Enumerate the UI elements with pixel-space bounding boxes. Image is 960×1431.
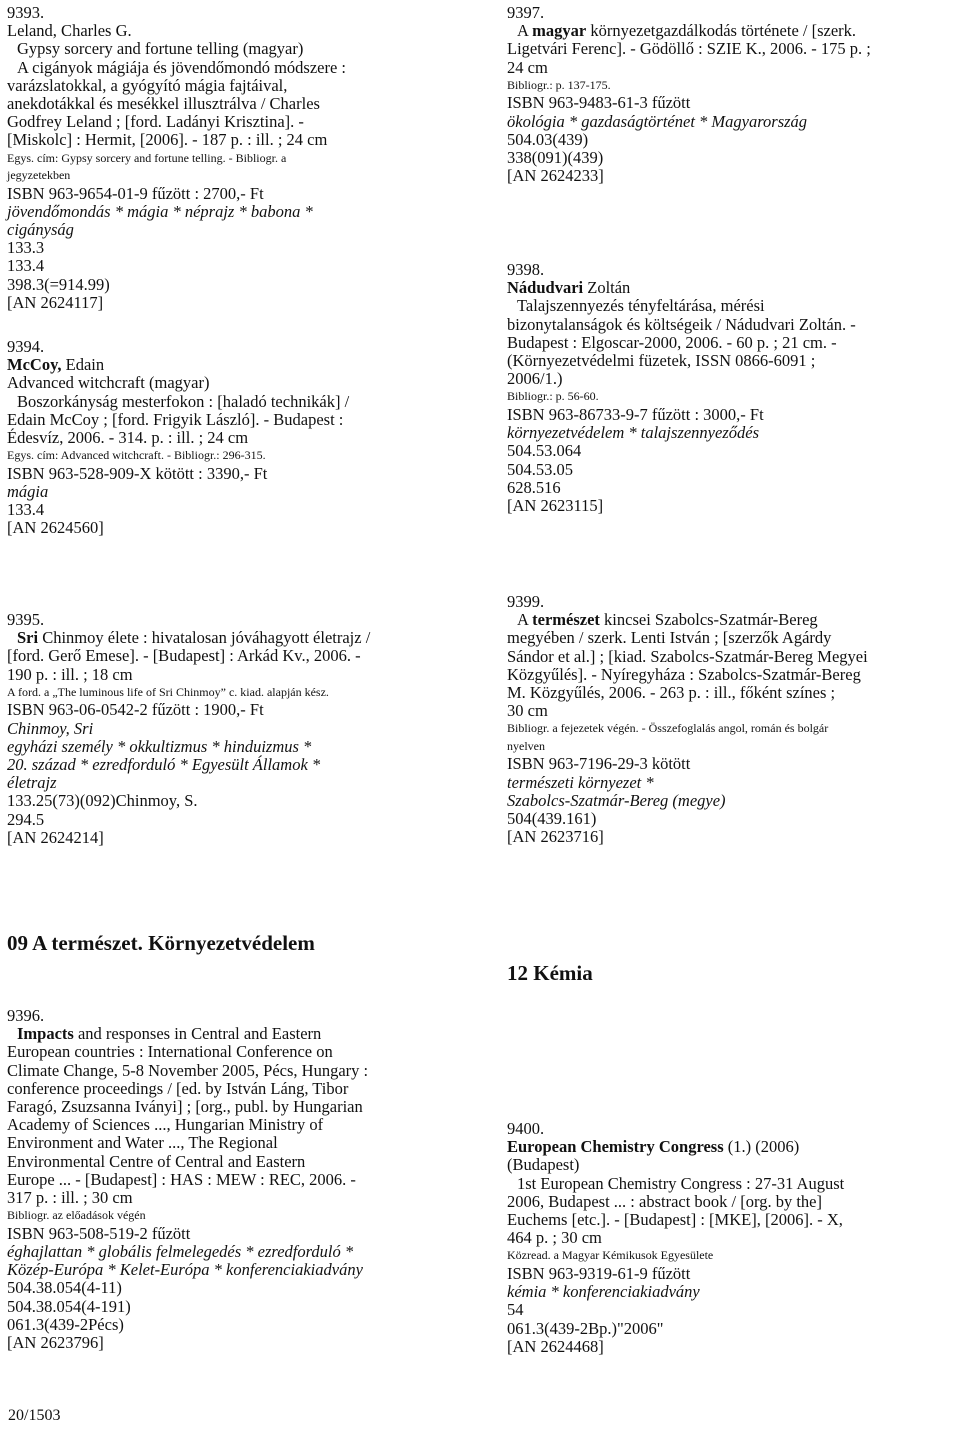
- title: [507, 22, 957, 40]
- title-cont: varázslatokkal, a gyógyító mágia fajtáival,: [7, 75, 288, 95]
- congress-name: European Chemistry Congress: [507, 1137, 724, 1157]
- title: [7, 1025, 457, 1043]
- entry-number: 9394.: [7, 337, 45, 356]
- subjects: kémia * konferenciakiadvány: [507, 1282, 700, 1302]
- subjects: természeti környezet *: [507, 772, 654, 792]
- title-keyword: Impacts: [17, 1024, 74, 1044]
- accession-number: [AN 2623716]: [507, 827, 604, 847]
- udc: 504.38.054(4-11): [7, 1278, 122, 1298]
- responsibility: Godfrey Leland ; [ford. Ladányi Krisztina]. -: [7, 112, 304, 132]
- title: 1st European Chemistry Congress : 27-31 August: [517, 1173, 845, 1193]
- author-surname: McCoy,: [7, 355, 62, 375]
- note: Bibliogr.: p. 137-175.: [507, 77, 611, 92]
- subjects: jövendőmondás * mágia * néprajz * babona *: [7, 201, 313, 221]
- isbn: ISBN 963-508-519-2 fűzött: [7, 1223, 191, 1243]
- udc: 504.03(439): [507, 129, 589, 149]
- imprint: Budapest : Elgoscar-2000, 2006. - 60 p. ; 21 cm. -: [507, 332, 837, 352]
- udc: 061.3(439-2Pécs): [7, 1314, 124, 1334]
- subjects-cont: 20. század * ezredforduló * Egyesült Államok *: [7, 754, 321, 774]
- physical-description: 30 cm: [507, 701, 548, 721]
- isbn: ISBN 963-528-909-X kötött : 3390,- Ft: [7, 463, 268, 483]
- title-rest: and responses in Central and Eastern: [73, 1024, 322, 1044]
- original-title: Gypsy sorcery and fortune telling (magyar): [17, 39, 304, 59]
- note: Bibliogr.: p. 56-60.: [507, 389, 599, 404]
- accession-number: [AN 2624468]: [507, 1336, 604, 1356]
- entry-9395: [7, 611, 457, 847]
- subjects-cont: Közép-Európa * Kelet-Európa * konferenciakiadvány: [7, 1260, 363, 1280]
- udc: 504.53.064: [507, 441, 582, 461]
- responsibility-cont: Sándor et al.] ; [kiad. Szabolcs-Szatmár-Bereg Megyei: [507, 646, 868, 666]
- responsibility: Edain McCoy ; [ford. Frigyik László]. - Budapest :: [7, 409, 344, 429]
- note: A ford. a „The luminous life of Sri Chinmoy” c. kiad. alapján kész.: [7, 684, 329, 699]
- entry-number: 9400.: [507, 1119, 545, 1138]
- imprint-cont: M. Közgyűlés, 2006. - 263 p. : ill., főként színes ;: [507, 683, 836, 703]
- title-cont: Climate Change, 5-8 November 2005, Pécs, Hungary :: [7, 1060, 369, 1080]
- responsibility: conference proceedings / [ed. by István Láng, Tibor: [7, 1078, 349, 1098]
- udc: 54: [507, 1300, 524, 1320]
- page-footer: 20/1503: [8, 1407, 61, 1424]
- imprint: Euchems [etc.]. - [Budapest] : [MKE], [2006]. - X,: [507, 1210, 843, 1230]
- entry-9398: [507, 261, 957, 515]
- title-cont: bizonytalanságok és költségeik / Nádudvari Zoltán. -: [507, 314, 856, 334]
- udc: 504.53.05: [507, 459, 573, 479]
- title-keyword: Sri: [17, 628, 39, 648]
- subjects-cont: életrajz: [7, 773, 57, 793]
- author: Leland, Charles G.: [7, 21, 132, 41]
- responsibility-cont: Environment and Water ..., The Regional: [7, 1133, 278, 1153]
- udc: 133.3: [7, 238, 45, 258]
- author-rest: Edain: [61, 355, 105, 375]
- udc: 504.38.054(4-191): [7, 1296, 131, 1316]
- isbn: ISBN 963-86733-9-7 fűzött : 3000,- Ft: [507, 404, 764, 424]
- entry-number: 9396.: [7, 1006, 45, 1025]
- udc: 133.25(73)(092)Chinmoy, S.: [7, 791, 198, 811]
- title-keyword: magyar: [532, 21, 587, 41]
- section-heading-09: 09 A természet. Környezetvédelem: [7, 931, 315, 955]
- isbn: ISBN 963-7196-29-3 kötött: [507, 754, 691, 774]
- entry-number: 9395.: [7, 610, 45, 629]
- author-surname: Nádudvari: [507, 278, 584, 298]
- udc: 133.4: [7, 500, 45, 520]
- author: [7, 356, 457, 374]
- note: Egys. cím: Gypsy sorcery and fortune telling. - Bibliogr. a: [7, 150, 287, 165]
- subjects-cont: egyházi személy * okkultizmus * hinduizmus *: [7, 736, 312, 756]
- entry-number: 9397.: [507, 3, 545, 22]
- isbn: ISBN 963-06-0542-2 fűzött : 1900,- Ft: [7, 700, 264, 720]
- udc: 338(091)(439): [507, 147, 604, 167]
- corporate-author: [507, 1138, 957, 1156]
- title-rest: környezetgazdálkodás története / [szerk.: [586, 21, 857, 41]
- udc: 398.3(=914.99): [7, 274, 110, 294]
- title-cont: European countries : International Conference on: [7, 1042, 333, 1062]
- imprint: [Miskolc] : Hermit, [2006]. - 187 p. : ill. ; 24 cm: [7, 130, 328, 150]
- physical-description: 464 p. ; 30 cm: [507, 1228, 602, 1248]
- entry-9400: [507, 1120, 957, 1356]
- udc: 628.516: [507, 477, 561, 497]
- title-article: A: [517, 610, 533, 630]
- title: [507, 611, 957, 629]
- accession-number: [AN 2623796]: [7, 1332, 104, 1352]
- physical-description: 317 p. : ill. ; 30 cm: [7, 1188, 133, 1208]
- responsibility: megyében / szerk. Lenti István ; [szerzők Agárdy: [507, 628, 832, 648]
- imprint: [ford. Gerő Emese]. - [Budapest] : Arkád Kv., 2006. -: [7, 646, 361, 666]
- series: (Környezetvédelmi füzetek, ISSN 0866-6091 ;: [507, 351, 816, 371]
- note: Egys. cím: Advanced witchcraft. - Bibliogr.: 296-315.: [7, 448, 266, 463]
- original-title: Advanced witchcraft (magyar): [7, 373, 210, 393]
- subjects-cont: cigányság: [7, 220, 74, 240]
- accession-number: [AN 2623115]: [507, 495, 604, 515]
- section-heading-12: 12 Kémia: [507, 961, 593, 985]
- entry-9397: [507, 4, 957, 185]
- entry-9396: [7, 1007, 457, 1352]
- physical-description: 190 p. : ill. ; 18 cm: [7, 664, 133, 684]
- responsibility-cont: Environmental Centre of Central and Eastern: [7, 1151, 306, 1171]
- udc: 061.3(439-2Bp.)"2006": [507, 1318, 664, 1338]
- note: Bibliogr. a fejezetek végén. - Összefoglalás angol, román és bolgár: [507, 721, 829, 736]
- note-cont: nyelven: [507, 738, 545, 753]
- entry-number: 9399.: [507, 592, 545, 611]
- accession-number: [AN 2624214]: [7, 827, 104, 847]
- title-rest: Chinmoy élete : hivatalosan jóváhagyott életrajz /: [38, 628, 371, 648]
- responsibility-cont: Academy of Sciences ..., Hungarian Ministry of: [7, 1115, 324, 1135]
- title-cont: anekdotákkal és mesékkel illusztrálva / Charles: [7, 94, 320, 114]
- entry-9394: [7, 338, 457, 538]
- note-cont: jegyzetekben: [7, 168, 71, 183]
- imprint: Édesvíz, 2006. - 314. p. : ill. ; 24 cm: [7, 428, 249, 448]
- subjects: mágia: [7, 481, 49, 501]
- title-keyword: természet: [532, 610, 600, 630]
- isbn: ISBN 963-9319-61-9 fűzött: [507, 1263, 691, 1283]
- title-rest: kincsei Szabolcs-Szatmár-Bereg: [599, 610, 818, 630]
- udc: 504(439.161): [507, 809, 597, 829]
- title: Talajszennyezés tényfeltárása, mérési: [517, 296, 765, 316]
- note: Bibliogr. az előadások végén: [7, 1208, 146, 1223]
- udc: 133.4: [7, 256, 45, 276]
- title-cont: 2006, Budapest ... : abstract book / [org. by the]: [507, 1191, 822, 1211]
- entry-number: 9398.: [507, 260, 545, 279]
- isbn: ISBN 963-9483-61-3 fűzött: [507, 93, 691, 113]
- title-article: A: [517, 21, 533, 41]
- isbn: ISBN 963-9654-01-9 fűzött : 2700,- Ft: [7, 183, 264, 203]
- accession-number: [AN 2624117]: [7, 292, 104, 312]
- title: A cigányok mágiája és jövendőmondó módszere :: [17, 57, 347, 77]
- physical-description: 24 cm: [507, 57, 548, 77]
- note: Közread. a Magyar Kémikusok Egyesülete: [507, 1248, 714, 1263]
- imprint: Europe ... - [Budapest] : HAS : MEW : REC, 2006. -: [7, 1169, 356, 1189]
- entry-number: 9393.: [7, 3, 45, 22]
- congress-rest: (1.) (2006): [723, 1137, 800, 1157]
- subjects: ökológia * gazdaságtörténet * Magyarország: [507, 111, 808, 131]
- title: Boszorkányság mesterfokon : [haladó technikák] /: [17, 391, 350, 411]
- entry-9399: [507, 593, 957, 846]
- series-cont: 2006/1.): [507, 369, 563, 389]
- author: [507, 279, 957, 297]
- responsibility-cont: Faragó, Zsuzsanna Iványi] ; [org., publ. by Hungarian: [7, 1097, 363, 1117]
- accession-number: [AN 2624560]: [7, 518, 104, 538]
- author-rest: Zoltán: [583, 278, 631, 298]
- entry-9393: [7, 4, 457, 312]
- subjects-cont: Szabolcs-Szatmár-Bereg (megye): [507, 790, 726, 810]
- subjects: Chinmoy, Sri: [7, 718, 94, 738]
- title: [7, 629, 457, 647]
- imprint: Ligetvári Ferenc]. - Gödöllő : SZIE K., 2006. - 175 p. ;: [507, 39, 871, 59]
- subjects: éghajlattan * globális felmelegedés * ezredforduló *: [7, 1241, 354, 1261]
- accession-number: [AN 2624233]: [507, 166, 604, 186]
- corporate-author-cont: (Budapest): [507, 1155, 580, 1175]
- udc: 294.5: [7, 809, 45, 829]
- imprint: Közgyűlés]. - Nyíregyháza : Szabolcs-Szatmár-Bereg: [507, 664, 861, 684]
- subjects: környezetvédelem * talajszennyeződés: [507, 423, 759, 443]
